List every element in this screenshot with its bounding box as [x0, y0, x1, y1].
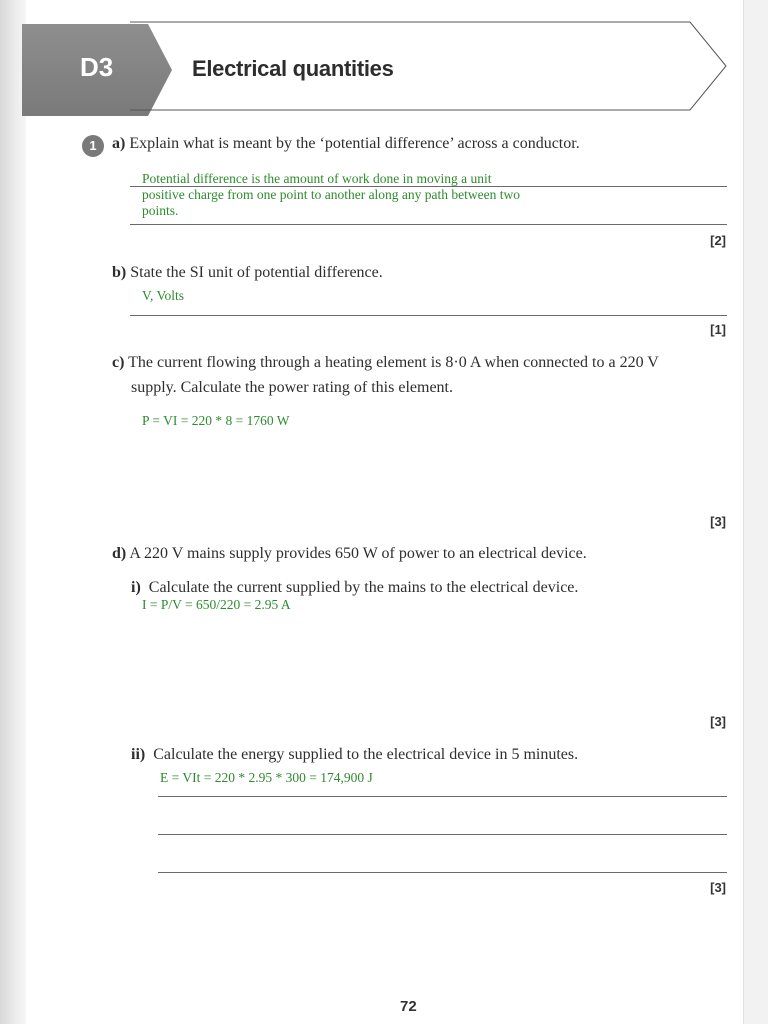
answer-d-i: I = P/V = 650/220 = 2.95 A [142, 597, 291, 612]
answer-c: P = VI = 220 * 8 = 1760 W [142, 413, 290, 428]
page-edge-right [743, 0, 768, 1024]
question-d-ii-text: Calculate the energy supplied to the electrical device in 5 minutes. [153, 746, 579, 763]
marks-c: [3] [710, 514, 726, 529]
answer-a-line-3: points. [142, 203, 179, 218]
question-d-label: d) [112, 545, 127, 562]
section-code: D3 [80, 52, 114, 82]
question-b-text: State the SI unit of potential difference. [130, 264, 383, 281]
marks-b: [1] [710, 322, 726, 337]
binding-shadow [0, 0, 26, 1024]
marks-a: [2] [710, 233, 726, 248]
question-d-i [131, 579, 578, 597]
question-d-text: A 220 V mains supply provides 650 W of power to an electrical device. [129, 545, 587, 562]
page-number: 72 [400, 998, 417, 1015]
answer-line [130, 224, 727, 225]
question-d-ii [131, 746, 578, 764]
question-a [112, 135, 580, 153]
answer-line [158, 872, 727, 873]
question-c-text-1: The current flowing through a heating element is 8·0 A when connected to a 220 V [128, 354, 659, 371]
question-a-text: Explain what is meant by the ‘potential difference’ across a conductor. [129, 135, 580, 152]
question-d-i-text: Calculate the current supplied by the mains to the electrical device. [148, 579, 579, 596]
answer-a-line-2: positive charge from one point to another along any path between two [142, 187, 521, 202]
page-sheet [20, 0, 744, 1024]
answer-line [130, 315, 727, 316]
question-c-text-2: supply. Calculate the power rating of this element. [131, 379, 453, 396]
question-c-label: c) [112, 354, 125, 371]
question-b-label: b) [112, 264, 127, 281]
question-number-badge: 1 [82, 135, 104, 157]
question-d-ii-label: ii) [131, 746, 146, 763]
marks-d-ii: [3] [710, 880, 726, 895]
answer-b: V, Volts [142, 288, 185, 303]
question-d-i-label: i) [131, 579, 141, 596]
answer-line [158, 796, 727, 797]
answer-d-ii: E = VIt = 220 * 2.95 * 300 = 174,900 J [160, 770, 373, 785]
answer-a-line-1: Potential difference is the amount of work done in moving a unit [142, 171, 492, 186]
marks-d-i: [3] [710, 714, 726, 729]
question-c [112, 354, 659, 372]
page-title: Electrical quantities [192, 56, 394, 81]
question-b [112, 264, 383, 282]
question-d [112, 545, 587, 563]
question-a-label: a) [112, 135, 126, 152]
answer-line [158, 834, 727, 835]
